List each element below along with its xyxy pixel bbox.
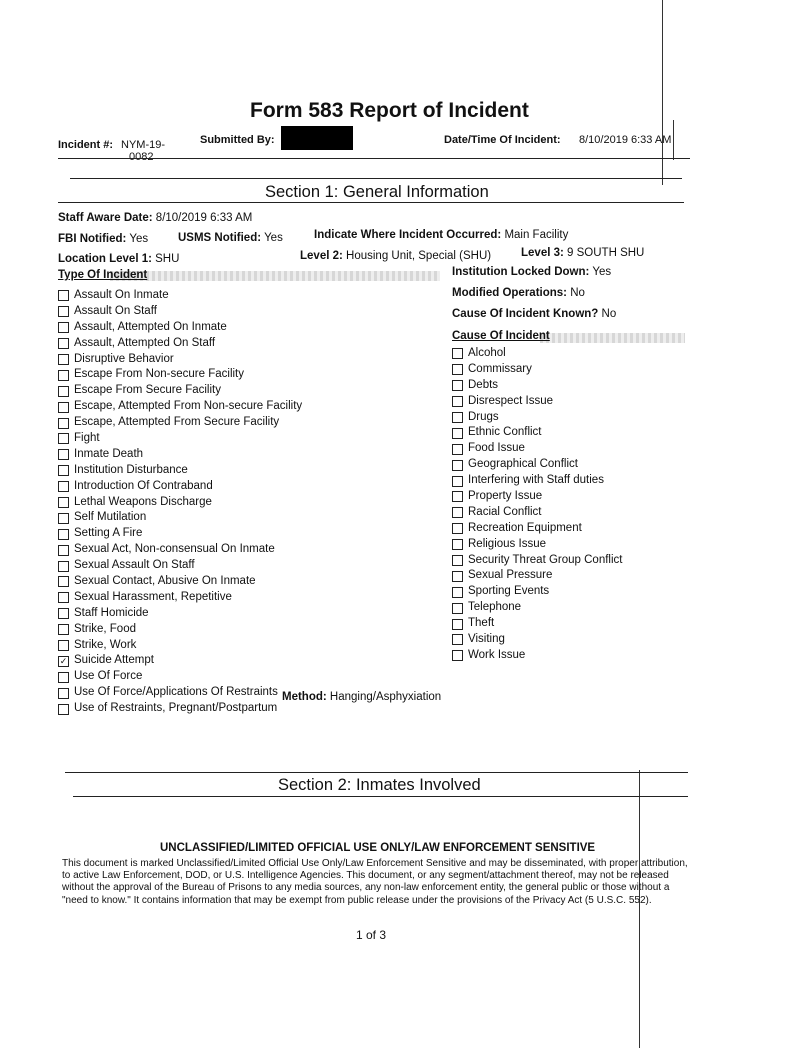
incident-type-label: Introduction Of Contraband — [74, 479, 213, 492]
location3-value: 9 SOUTH SHU — [567, 247, 645, 259]
checkbox-icon — [452, 460, 463, 471]
incident-type-escape-attempted-from-secure-facility — [58, 415, 302, 431]
locked-line — [452, 266, 611, 278]
cause-label: Recreation Equipment — [468, 521, 582, 534]
checkbox-icon — [58, 370, 69, 381]
checkbox-icon — [58, 529, 69, 540]
scan-line-header — [673, 120, 674, 160]
incident-type-assault-attempted-on-inmate — [58, 320, 302, 336]
staff-aware-line — [58, 212, 252, 224]
checkbox-icon — [58, 592, 69, 603]
checkbox-icon — [58, 561, 69, 572]
checkbox-icon — [452, 428, 463, 439]
modified-line — [452, 287, 585, 299]
cause-heading-band — [540, 333, 685, 343]
incident-type-use-of-force-applications-of-restraints — [58, 685, 302, 701]
checkbox-icon — [58, 338, 69, 349]
location3-label: Level 3: — [521, 247, 564, 259]
location1-value: SHU — [155, 253, 180, 265]
checkbox-icon — [58, 402, 69, 413]
cause-theft — [452, 616, 622, 632]
checkbox-icon — [58, 497, 69, 508]
incident-type-setting-a-fire — [58, 526, 302, 542]
checkbox-icon — [452, 396, 463, 407]
incident-type-label: Assault, Attempted On Staff — [74, 336, 216, 349]
checkbox-icon — [58, 354, 69, 365]
fbi-label: FBI Notified: — [58, 233, 127, 245]
incident-type-escape-from-non-secure-facility — [58, 367, 302, 383]
cause-known-label: Cause Of Incident Known? — [452, 308, 599, 320]
cause-known-value: No — [601, 308, 617, 320]
where-label: Indicate Where Incident Occurred: — [314, 229, 502, 241]
location2-line — [300, 250, 491, 262]
incident-type-label: Self Mutilation — [74, 511, 147, 524]
cause-religious-issue — [452, 537, 622, 553]
incident-type-label: Escape From Non-secure Facility — [74, 368, 244, 381]
cause-label: Security Threat Group Conflict — [468, 553, 623, 566]
incident-type-label: Lethal Weapons Discharge — [74, 495, 212, 508]
cause-of-incident-heading: Cause Of Incident — [452, 330, 550, 342]
location1-label: Location Level 1: — [58, 253, 152, 265]
cause-label: Food Issue — [468, 442, 525, 455]
incident-type-label: Inmate Death — [74, 447, 144, 460]
incident-type-use-of-force — [58, 669, 302, 685]
cause-disrespect-issue — [452, 394, 622, 410]
checkbox-icon — [58, 576, 69, 587]
location2-label: Level 2: — [300, 250, 343, 262]
cause-racial-conflict — [452, 505, 622, 521]
cause-recreation-equipment — [452, 521, 622, 537]
checkbox-icon — [452, 523, 463, 534]
incident-type-label: Setting A Fire — [74, 527, 143, 540]
usms-line — [178, 232, 283, 244]
cause-label: Geographical Conflict — [468, 458, 578, 471]
cause-label: Racial Conflict — [468, 505, 542, 518]
cause-label: Debts — [468, 378, 499, 391]
where-value: Main Facility — [504, 229, 569, 241]
checkbox-icon — [58, 640, 69, 651]
cause-label: Interfering with Staff duties — [468, 474, 604, 487]
incident-type-label: Assault, Attempted On Inmate — [74, 320, 227, 333]
incident-type-assault-attempted-on-staff — [58, 336, 302, 352]
cause-ethnic-conflict — [452, 425, 622, 441]
modified-value: No — [570, 287, 585, 299]
checkbox-icon — [452, 412, 463, 423]
checkbox-icon — [452, 491, 463, 502]
checkbox-icon — [58, 386, 69, 397]
section2-bottom-rule — [73, 796, 688, 797]
incident-type-label: Sexual Contact, Abusive On Inmate — [74, 575, 256, 588]
incident-type-list — [58, 288, 302, 717]
classification-notice: This document is marked Unclassified/Limited Official Use Only/Law Enforcement Sensitive and may be disseminated, with proper attribution, to active Law Enforcement, DOD, or U.S. Intelligence Agencies. This document, or any segment/attachment thereof, may not be released without the approval of the Bureau of Prisons to any media sources, any non-law enforcement entity, the general public or those without a "need to know." It contains information that may be exempt from public release under the provisions of the Privacy Act (5 U.S.C. 552). — [62, 858, 688, 906]
incident-type-label: Use Of Force — [74, 670, 143, 683]
incident-type-label: Sexual Assault On Staff — [74, 559, 195, 572]
checkbox-icon — [452, 348, 463, 359]
cause-label: Theft — [468, 617, 495, 630]
header-rule — [58, 158, 690, 159]
checkbox-icon — [58, 433, 69, 444]
checkbox-icon — [58, 545, 69, 556]
checkbox-icon — [58, 449, 69, 460]
incident-type-label: Escape, Attempted From Non-secure Facility — [74, 400, 303, 413]
cause-interfering-with-staff-duties — [452, 473, 622, 489]
incident-type-sexual-harassment-repetitive — [58, 590, 302, 606]
checkbox-icon — [58, 322, 69, 333]
checkbox-icon — [58, 306, 69, 317]
incident-type-label: Use of Restraints, Pregnant/Postpartum — [74, 702, 278, 715]
incident-number-label: Incident #: — [58, 139, 114, 151]
cause-debts — [452, 378, 622, 394]
cause-drugs — [452, 410, 622, 426]
checkbox-icon — [452, 587, 463, 598]
cause-sporting-events — [452, 584, 622, 600]
incident-type-inmate-death — [58, 447, 302, 463]
incident-type-strike-food — [58, 622, 302, 638]
checkbox-icon — [58, 704, 69, 715]
usms-value: Yes — [264, 232, 283, 244]
cause-label: Ethnic Conflict — [468, 426, 542, 439]
checkbox-icon — [58, 465, 69, 476]
checkbox-icon — [452, 476, 463, 487]
scan-line-lower — [639, 770, 640, 1048]
cause-commissary — [452, 362, 622, 378]
location1-line — [58, 253, 179, 265]
cause-label: Work Issue — [468, 648, 526, 661]
cause-label: Sporting Events — [468, 585, 550, 598]
locked-value: Yes — [592, 266, 612, 278]
incident-number-value-1: NYM-19- — [121, 139, 166, 151]
datetime-label: Date/Time Of Incident: — [444, 134, 561, 146]
incident-type-lethal-weapons-discharge — [58, 495, 302, 511]
page-number: 1 of 3 — [356, 928, 387, 942]
section1-top-rule — [70, 178, 682, 179]
staff-aware-label: Staff Aware Date: — [58, 212, 153, 224]
incident-type-staff-homicide — [58, 606, 302, 622]
fbi-line — [58, 233, 148, 245]
cause-label: Sexual Pressure — [468, 569, 553, 582]
cause-known-line — [452, 308, 616, 320]
section1-bottom-rule — [58, 202, 684, 203]
incident-type-fight — [58, 431, 302, 447]
cause-security-threat-group-conflict — [452, 553, 622, 569]
checkbox-icon — [452, 507, 463, 518]
cause-food-issue — [452, 441, 622, 457]
incident-type-label: Disruptive Behavior — [74, 352, 174, 365]
classification-heading: UNCLASSIFIED/LIMITED OFFICIAL USE ONLY/LAW ENFORCEMENT SENSITIVE — [160, 842, 596, 854]
checkbox-icon — [58, 513, 69, 524]
modified-label: Modified Operations: — [452, 287, 567, 299]
incident-type-suicide-attempt — [58, 653, 302, 669]
incident-type-sexual-assault-on-staff — [58, 558, 302, 574]
checkbox-icon — [58, 672, 69, 683]
cause-work-issue — [452, 648, 622, 664]
cause-label: Disrespect Issue — [468, 394, 554, 407]
checkbox-icon — [452, 444, 463, 455]
incident-type-sexual-act-non-consensual-on-inmate — [58, 542, 302, 558]
cause-geographical-conflict — [452, 457, 622, 473]
type-of-incident-heading: Type Of Incident — [58, 269, 148, 281]
page-title: Form 583 Report of Incident — [250, 99, 529, 122]
cause-label: Alcohol — [468, 347, 506, 359]
cause-sexual-pressure — [452, 568, 622, 584]
checkbox-icon — [58, 481, 69, 492]
cause-label: Religious Issue — [468, 537, 546, 550]
incident-type-institution-disturbance — [58, 463, 302, 479]
incident-type-label: Assault On Staff — [74, 304, 157, 317]
checkbox-icon — [58, 624, 69, 635]
cause-label: Visiting — [468, 633, 505, 646]
cause-property-issue — [452, 489, 622, 505]
incident-type-sexual-contact-abusive-on-inmate — [58, 574, 302, 590]
locked-label: Institution Locked Down: — [452, 266, 590, 278]
checkbox-icon — [452, 571, 463, 582]
incident-type-label: Escape, Attempted From Secure Facility — [74, 416, 280, 429]
checkbox-icon — [452, 634, 463, 645]
incident-type-assault-on-staff — [58, 304, 302, 320]
staff-aware-value: 8/10/2019 6:33 AM — [155, 212, 253, 224]
cause-alcohol — [452, 346, 622, 362]
method-value: Hanging/Asphyxiation — [329, 691, 442, 703]
incident-type-label: Suicide Attempt — [74, 654, 154, 667]
cause-list — [452, 346, 622, 664]
cause-telephone — [452, 600, 622, 616]
incident-type-label: Sexual Act, Non-consensual On Inmate — [74, 543, 275, 556]
cause-label: Property Issue — [468, 490, 543, 503]
submitted-by-label: Submitted By: — [200, 134, 275, 146]
method-line — [282, 691, 441, 703]
checkbox-icon — [58, 418, 69, 429]
where-line — [314, 229, 568, 241]
checkbox-checked-icon: ✓ — [59, 655, 68, 666]
checkbox-icon — [452, 380, 463, 391]
redaction-box — [281, 126, 353, 150]
section2-heading: Section 2: Inmates Involved — [278, 776, 481, 794]
incident-type-label: Sexual Harassment, Repetitive — [74, 590, 232, 603]
incident-type-self-mutilation — [58, 510, 302, 526]
location2-value: Housing Unit, Special (SHU) — [346, 250, 492, 262]
type-heading-band — [110, 271, 440, 281]
incident-type-label: Escape From Secure Facility — [74, 384, 221, 397]
method-label: Method: — [282, 691, 327, 703]
location3-line — [521, 247, 644, 259]
checkbox-icon — [452, 619, 463, 630]
fbi-value: Yes — [129, 233, 149, 245]
incident-type-label: Strike, Work — [74, 638, 137, 651]
checkbox-icon — [58, 688, 69, 699]
incident-type-escape-from-secure-facility — [58, 383, 302, 399]
checkbox-icon — [58, 608, 69, 619]
datetime-value: 8/10/2019 6:33 AM — [579, 134, 672, 146]
checkbox-icon — [58, 290, 69, 301]
cause-label: Commissary — [468, 362, 532, 375]
cause-visiting — [452, 632, 622, 648]
incident-type-label: Strike, Food — [74, 622, 136, 635]
section2-top-rule — [65, 772, 688, 773]
incident-number-value-2: 0082 — [129, 151, 154, 163]
incident-type-assault-on-inmate — [58, 288, 302, 304]
cause-label: Telephone — [468, 601, 522, 614]
checkbox-icon — [452, 555, 463, 566]
incident-type-label: Fight — [74, 432, 100, 445]
incident-type-label: Assault On Inmate — [74, 289, 169, 301]
section1-heading: Section 1: General Information — [265, 183, 489, 201]
incident-type-label: Use Of Force/Applications Of Restraints — [74, 686, 278, 699]
incident-type-label: Institution Disturbance — [74, 463, 188, 476]
checkbox-icon — [452, 603, 463, 614]
incident-type-escape-attempted-from-non-secure-facility — [58, 399, 302, 415]
incident-type-strike-work — [58, 638, 302, 654]
incident-type-introduction-of-contraband — [58, 479, 302, 495]
checkbox-icon — [452, 650, 463, 661]
usms-label: USMS Notified: — [178, 232, 262, 244]
checkbox-icon — [452, 364, 463, 375]
incident-type-disruptive-behavior — [58, 352, 302, 368]
cause-label: Drugs — [468, 410, 499, 423]
incident-type-label: Staff Homicide — [74, 606, 149, 619]
checkbox-icon — [452, 539, 463, 550]
incident-type-use-of-restraints-pregnant-postpartum — [58, 701, 302, 717]
